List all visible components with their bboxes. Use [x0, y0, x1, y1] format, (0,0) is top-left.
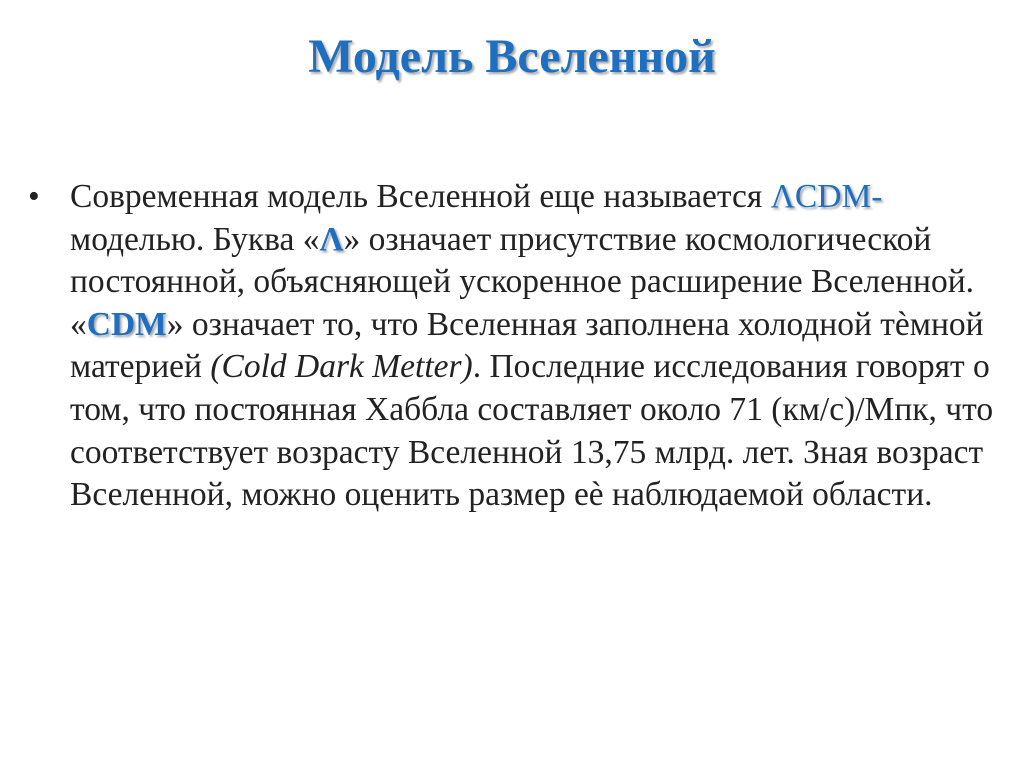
bullet-marker: • [28, 178, 40, 215]
lambda-symbol: Λ [319, 220, 344, 258]
paragraph-text: . Последние исследования говорят о том, что постоянная Хаббла составляет около 71 (км/с)/Мпк, что соответствует возрасту Вселенной 13,75 млрд. лет. Зная возраст Вселенной, можно оценить размер еѐ наблюдаемой области. [70, 348, 994, 514]
paragraph-text: » означает то, что Вселенная заполнена холодной тѐмной материей [70, 305, 984, 386]
slide-title: Модель Вселенной [308, 30, 716, 83]
bullet-paragraph [28, 176, 1008, 517]
paragraph-text: моделью. Буква « [70, 220, 320, 258]
paragraph-text: » означает присутствие космологической постоянной, объясняющей ускоренное расширение Вселенной. « [70, 220, 975, 343]
slide-content [28, 176, 1008, 517]
cold-dark-matter-term: (Cold Dark Metter) [210, 348, 473, 386]
lcdm-term: ΛCDM- [770, 178, 883, 215]
cdm-term: CDM [86, 305, 167, 343]
paragraph-text: Современная модель Вселенной еще называется [70, 178, 771, 215]
